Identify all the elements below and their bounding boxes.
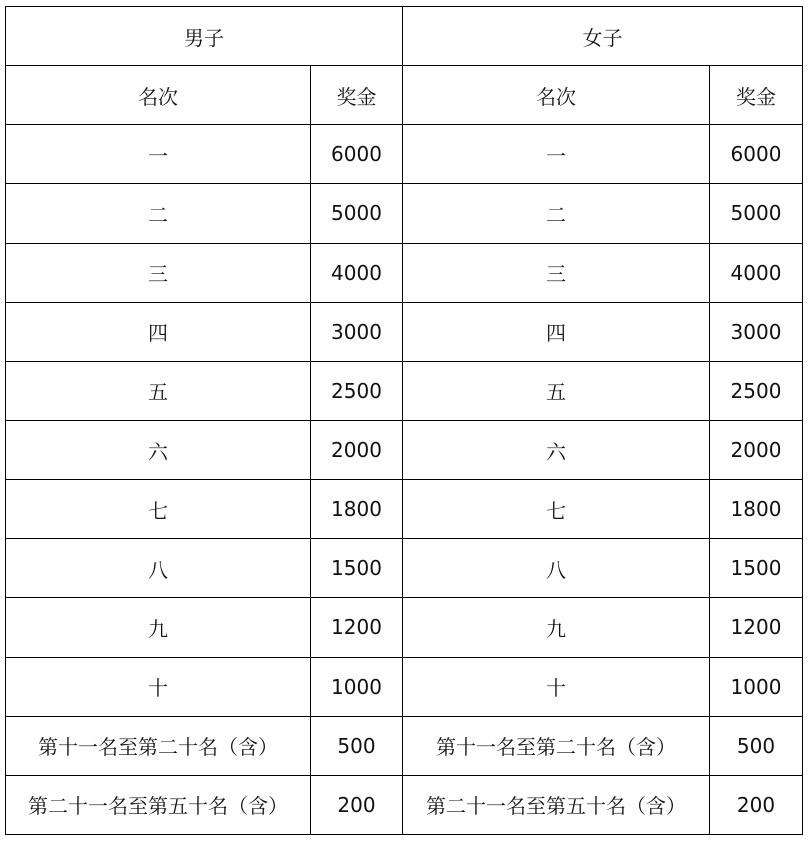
column-header-prize-women: 奖金 <box>710 66 803 125</box>
table-row <box>6 125 803 184</box>
rank-cell-women: 八 <box>403 539 710 598</box>
rank-cell-men: 二 <box>6 184 311 243</box>
prize-cell-men: 1500 <box>311 539 403 598</box>
prize-cell-women: 200 <box>710 775 803 834</box>
prize-cell-women: 5000 <box>710 184 803 243</box>
rank-cell-women: 九 <box>403 598 710 657</box>
rank-cell-women: 第二十一名至第五十名（含） <box>403 775 710 834</box>
rank-cell-men: 一 <box>6 125 311 184</box>
table-row <box>6 598 803 657</box>
table-row <box>6 184 803 243</box>
rank-cell-women: 十 <box>403 657 710 716</box>
prize-cell-men: 2500 <box>311 361 403 420</box>
rank-cell-women: 第十一名至第二十名（含） <box>403 716 710 775</box>
prize-cell-men: 1000 <box>311 657 403 716</box>
prize-cell-men: 6000 <box>311 125 403 184</box>
table-row <box>6 480 803 539</box>
prize-cell-women: 4000 <box>710 243 803 302</box>
rank-cell-men: 八 <box>6 539 311 598</box>
rank-cell-women: 一 <box>403 125 710 184</box>
prize-table <box>5 6 803 835</box>
prize-cell-women: 1200 <box>710 598 803 657</box>
column-header-rank-women: 名次 <box>403 66 710 125</box>
table-row <box>6 302 803 361</box>
rank-cell-men: 九 <box>6 598 311 657</box>
rank-cell-women: 七 <box>403 480 710 539</box>
prize-cell-men: 3000 <box>311 302 403 361</box>
rank-cell-women: 六 <box>403 420 710 479</box>
rank-cell-men: 七 <box>6 480 311 539</box>
prize-cell-men: 200 <box>311 775 403 834</box>
prize-cell-men: 2000 <box>311 420 403 479</box>
rank-cell-men: 四 <box>6 302 311 361</box>
table-row <box>6 775 803 834</box>
prize-cell-women: 500 <box>710 716 803 775</box>
rank-cell-women: 三 <box>403 243 710 302</box>
rank-cell-women: 五 <box>403 361 710 420</box>
group-header-men: 男子 <box>6 7 403 66</box>
table-row <box>6 539 803 598</box>
table-row <box>6 716 803 775</box>
group-header-women: 女子 <box>403 7 803 66</box>
rank-cell-women: 二 <box>403 184 710 243</box>
rank-cell-men: 六 <box>6 420 311 479</box>
rank-cell-men: 第十一名至第二十名（含） <box>6 716 311 775</box>
table-row <box>6 657 803 716</box>
table-row <box>6 361 803 420</box>
prize-cell-women: 1000 <box>710 657 803 716</box>
table-row <box>6 420 803 479</box>
rank-cell-men: 三 <box>6 243 311 302</box>
rank-cell-women: 四 <box>403 302 710 361</box>
prize-cell-women: 2000 <box>710 420 803 479</box>
prize-cell-women: 3000 <box>710 302 803 361</box>
rank-cell-men: 五 <box>6 361 311 420</box>
column-header-row <box>6 66 803 125</box>
rank-cell-men: 十 <box>6 657 311 716</box>
prize-cell-men: 4000 <box>311 243 403 302</box>
group-header-row <box>6 7 803 66</box>
column-header-rank-men: 名次 <box>6 66 311 125</box>
prize-table-body <box>6 7 803 835</box>
prize-cell-women: 1500 <box>710 539 803 598</box>
prize-cell-women: 1800 <box>710 480 803 539</box>
prize-cell-men: 1800 <box>311 480 403 539</box>
prize-cell-men: 1200 <box>311 598 403 657</box>
table-row <box>6 243 803 302</box>
column-header-prize-men: 奖金 <box>311 66 403 125</box>
rank-cell-men: 第二十一名至第五十名（含） <box>6 775 311 834</box>
prize-cell-women: 6000 <box>710 125 803 184</box>
prize-cell-women: 2500 <box>710 361 803 420</box>
prize-cell-men: 500 <box>311 716 403 775</box>
prize-cell-men: 5000 <box>311 184 403 243</box>
